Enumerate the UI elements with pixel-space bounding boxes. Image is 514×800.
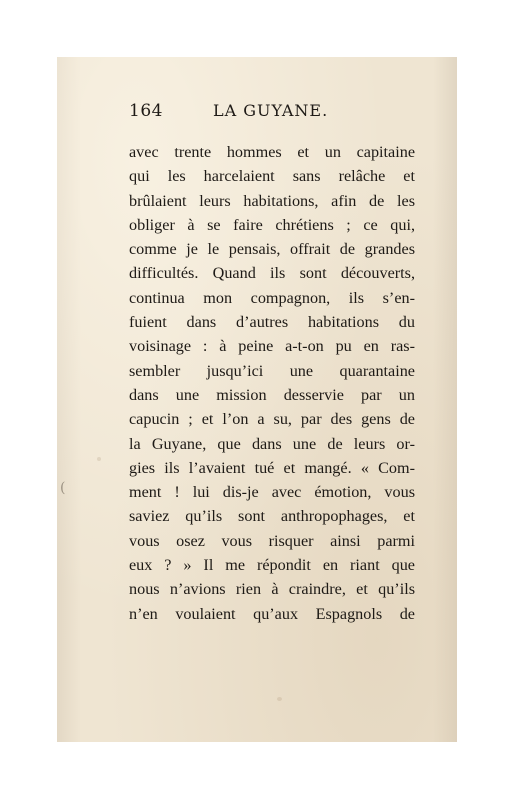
text-line: n’en voulaient qu’aux Espagnols de [129, 604, 415, 623]
text-line: voisinage : à peine a-t-on pu en ras- [129, 337, 415, 356]
text-line: qui les harcelaient sans relâche et [129, 167, 415, 186]
text-line: avec trente hommes et un capitaine [129, 143, 415, 161]
margin-ink-mark: ( [60, 480, 66, 496]
running-header [129, 101, 371, 123]
text-line: brûlaient leurs habitations, afin de les [129, 191, 415, 210]
text-line: nous n’avions rien à craindre, et qu’ils [129, 580, 415, 599]
text-line: sembler jusqu’ici une quarantaine [129, 361, 415, 380]
text-line: la Guyane, que dans une de leurs or- [129, 434, 415, 453]
text-line: difficultés. Quand ils sont découverts, [129, 264, 415, 283]
text-line: capucin ; et l’on a su, par des gens de [129, 410, 415, 429]
paper-foxing-spot [97, 457, 101, 461]
text-line: vous osez vous risquer ainsi parmi [129, 531, 415, 550]
text-line: continua mon compagnon, ils s’en- [129, 288, 415, 307]
text-line: ment ! lui dis-je avec émotion, vous [129, 483, 415, 502]
body-text [129, 140, 415, 626]
text-line: fuient dans d’autres habitations du [129, 313, 415, 332]
paper-foxing-spot [277, 697, 282, 701]
page-number: 164 [129, 101, 163, 121]
book-page [57, 57, 457, 742]
text-line: obliger à se faire chrétiens ; ce qui, [129, 215, 415, 234]
text-line: comme je le pensais, offrait de grandes [129, 240, 415, 259]
text-line: eux ? » Il me répondit en riant que [129, 556, 415, 575]
text-line: saviez qu’ils sont anthropophages, et [129, 507, 415, 526]
running-title: LA GUYANE. [213, 101, 329, 120]
text-line: gies ils l’avaient tué et mangé. « Com- [129, 458, 415, 477]
text-line: dans une mission desservie par un [129, 385, 415, 404]
